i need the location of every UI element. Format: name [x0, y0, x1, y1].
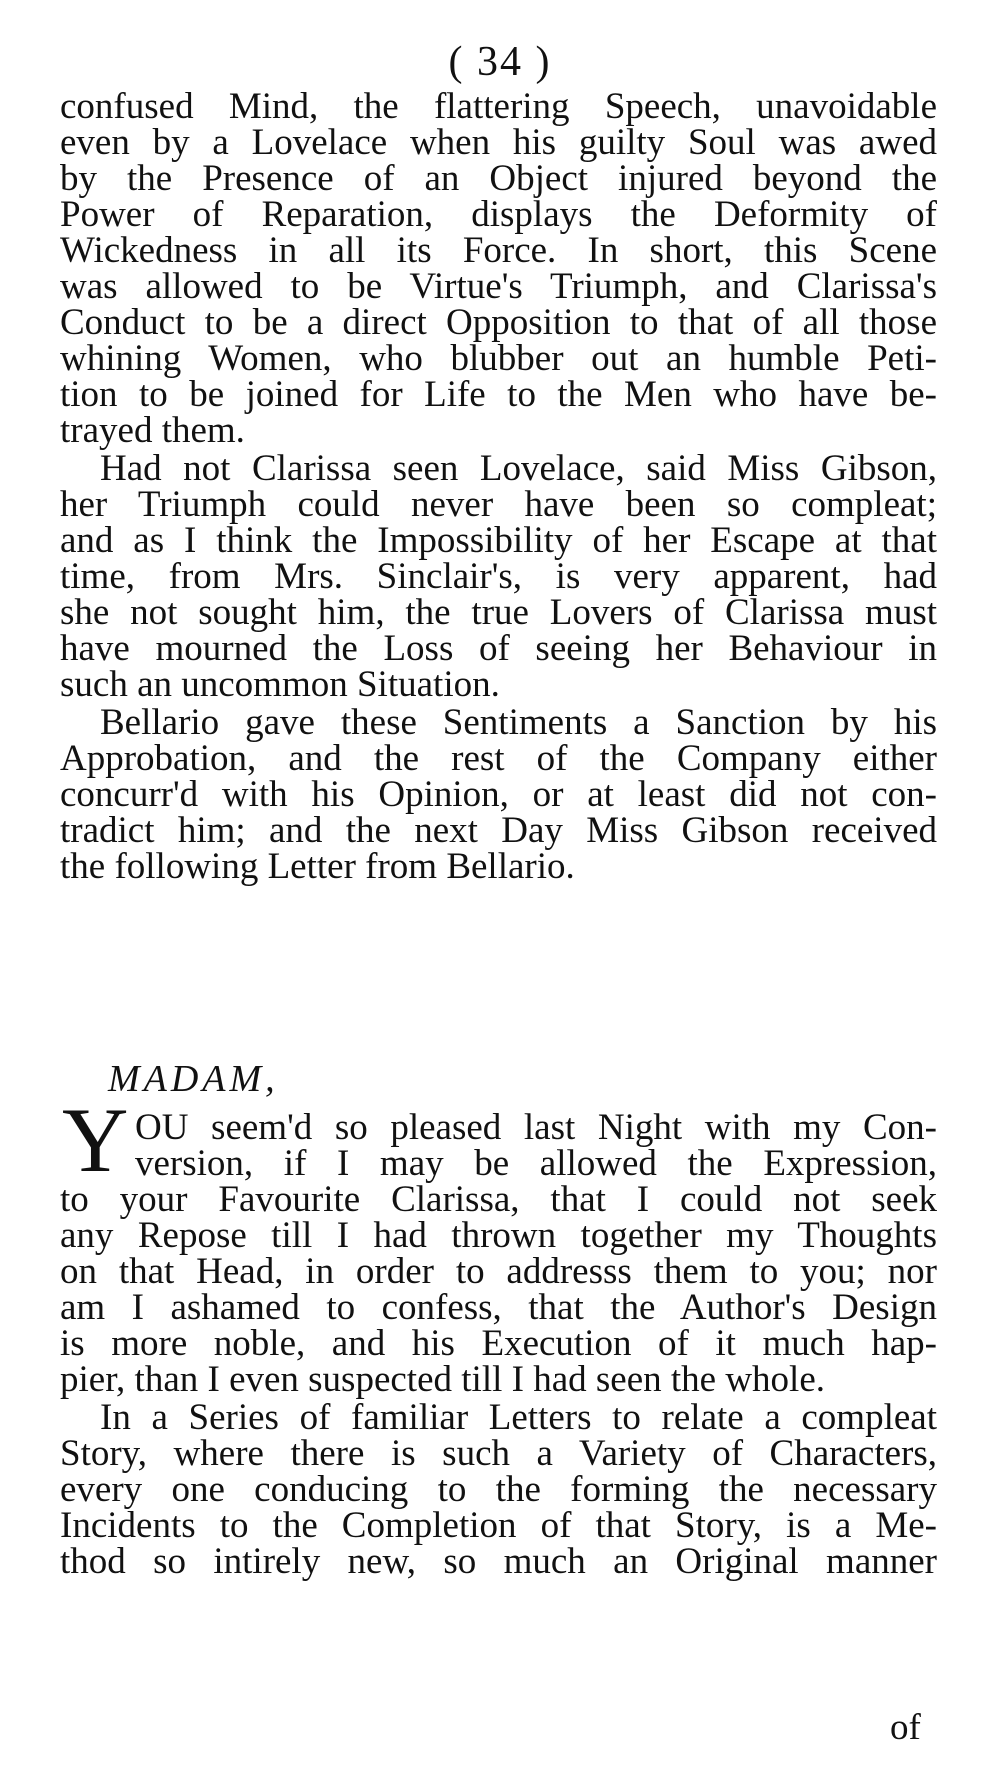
text-line: Power of Reparation, displays the Deformity of [60, 194, 937, 235]
catchword: of [890, 1707, 921, 1748]
text-line: thod so intirely new, so much an Original manner [60, 1541, 937, 1582]
text-line: Conduct to be a direct Opposition to that of all those [60, 302, 937, 343]
text-line: Incidents to the Completion of that Story, is a Me- [60, 1505, 937, 1546]
text-line: concurr'd with his Opinion, or at least did not con- [60, 774, 937, 815]
text-line: to your Favourite Clarissa, that I could not seek [60, 1179, 937, 1220]
text-line: whining Women, who blubber out an humble Peti- [60, 338, 937, 379]
text-line: In a Series of familiar Letters to relate a compleat [100, 1397, 937, 1438]
text-line: tion to be joined for Life to the Men who have be- [60, 374, 937, 415]
text-line: she not sought him, the true Lovers of Clarissa must [60, 592, 937, 633]
text-line: Wickedness in all its Force. In short, this Scene [60, 230, 937, 271]
text-line: tradict him; and the next Day Miss Gibson received [60, 810, 937, 851]
text-line: Had not Clarissa seen Lovelace, said Miss Gibson, [100, 448, 937, 489]
letter-salutation: MADAM, [108, 1058, 279, 1100]
text-line: every one conducing to the forming the necessary [60, 1469, 937, 1510]
text-line: her Triumph could never have been so compleat; [60, 484, 937, 525]
text-line: have mourned the Loss of seeing her Behaviour in [60, 628, 937, 669]
text-line: is more noble, and his Execution of it much hap- [60, 1323, 937, 1364]
text-line: Bellario gave these Sentiments a Sanction by his [100, 702, 937, 743]
text-line: version, if I may be allowed the Expression, [135, 1143, 937, 1184]
text-line: was allowed to be Virtue's Triumph, and Clarissa's [60, 266, 937, 307]
text-line: pier, than I even suspected till I had seen the whole. [60, 1359, 825, 1400]
drop-cap: Y [62, 1089, 129, 1191]
text-line: such an uncommon Situation. [60, 664, 500, 705]
text-line: and as I think the Impossibility of her Escape at that [60, 520, 937, 561]
text-line: time, from Mrs. Sinclair's, is very apparent, had [60, 556, 937, 597]
text-line: even by a Lovelace when his guilty Soul was awed [60, 122, 937, 163]
text-line: the following Letter from Bellario. [60, 846, 575, 887]
page-number: ( 34 ) [448, 39, 552, 85]
text-line: OU seem'd so pleased last Night with my Con- [135, 1107, 937, 1148]
text-line: Story, where there is such a Variety of Characters, [60, 1433, 937, 1474]
text-line: Approbation, and the rest of the Company either [60, 738, 937, 779]
text-line: trayed them. [60, 410, 245, 451]
text-line: on that Head, in order to addresss them to you; nor [60, 1251, 937, 1292]
text-line: by the Presence of an Object injured beyond the [60, 158, 937, 199]
text-line: confused Mind, the flattering Speech, unavoidable [60, 86, 937, 127]
text-line: any Repose till I had thrown together my Thoughts [60, 1215, 937, 1256]
text-line: am I ashamed to confess, that the Author's Design [60, 1287, 937, 1328]
